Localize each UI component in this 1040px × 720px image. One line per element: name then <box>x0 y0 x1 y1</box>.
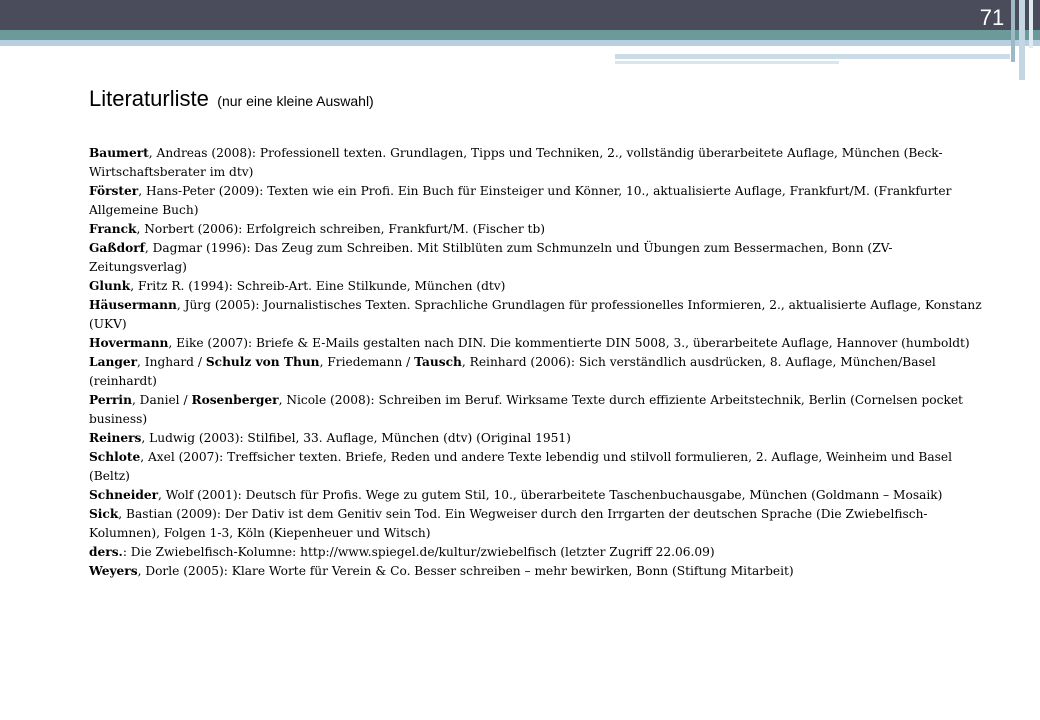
reference-item <box>89 543 984 562</box>
reference-author: Schlote <box>89 450 141 464</box>
reference-author: Hovermann <box>89 336 169 350</box>
reference-item <box>89 429 984 448</box>
reference-text: , Dagmar (1996): Das Zeug zum Schreiben. Mit Stilblüten zum Schmunzeln und Übungen zum Bessermachen, Bonn (ZV-Zeitungsverlag) <box>89 241 893 274</box>
reference-author: Gaßdorf <box>89 241 145 255</box>
reference-author: Weyers <box>89 564 138 578</box>
header-stripe-accent <box>615 54 1010 59</box>
reference-author: Häusermann <box>89 298 177 312</box>
reference-item <box>89 220 984 239</box>
reference-text: , Daniel / <box>131 393 192 407</box>
reference-author: Baumert <box>89 146 149 160</box>
corner-bar <box>1029 0 1033 48</box>
reference-author: Franck <box>89 222 137 236</box>
header-stripe-accent-small <box>615 61 839 64</box>
reference-text: , Andreas (2008): Professionell texten. Grundlagen, Tipps und Techniken, 2., vollständig überarbeitete Auflage, München (Beck-Wirtschaftsberater im dtv) <box>89 146 943 179</box>
reference-text: , Axel (2007): Treffsicher texten. Briefe, Reden und andere Texte lebendig und stilvoll formulieren, 2. Auflage, Weinheim und Basel (Beltz) <box>89 450 953 483</box>
reference-text: , Dorle (2005): Klare Worte für Verein & Co. Besser schreiben – mehr bewirken, Bonn (Stiftung Mitarbeit) <box>137 564 794 578</box>
reference-item <box>89 334 984 353</box>
reference-author: Glunk <box>89 279 131 293</box>
reference-author: Perrin <box>89 393 132 407</box>
header-stripe-teal <box>0 30 1040 40</box>
reference-author: Schneider <box>89 488 159 502</box>
header-bar <box>0 0 1040 30</box>
reference-item <box>89 448 984 486</box>
reference-author: Förster <box>89 184 139 198</box>
reference-text: , Wolf (2001): Deutsch für Profis. Wege zu gutem Stil, 10., überarbeitete Taschenbuchausgabe, München (Goldmann – Mosaik) <box>158 488 943 502</box>
reference-item <box>89 296 984 334</box>
page-number: 71 <box>979 5 1005 30</box>
reference-text: , Ludwig (2003): Stilfibel, 33. Auflage, München (dtv) (Original 1951) <box>141 431 571 445</box>
corner-bar <box>1011 0 1015 62</box>
reference-author: Schulz von Thun <box>205 355 320 369</box>
reference-item <box>89 182 984 220</box>
reference-text: , Hans-Peter (2009): Texten wie ein Profi. Ein Buch für Einsteiger und Könner, 10., aktualisierte Auflage, Frankfurt/M. (Frankfurter Allgemeine Buch) <box>89 184 952 217</box>
reference-item <box>89 486 984 505</box>
page-title <box>89 86 374 112</box>
reference-text: , Bastian (2009): Der Dativ ist dem Genitiv sein Tod. Ein Wegweiser durch den Irrgarten der deutschen Sprache (Die Zwiebelfisch-Kolumnen), Folgen 1-3, Köln (Kiepenheuer und Witsch) <box>89 507 928 540</box>
reference-item <box>89 562 984 581</box>
reference-item <box>89 353 984 391</box>
header-stripe-divider <box>100 51 962 53</box>
reference-text: , Friedemann / <box>319 355 415 369</box>
reference-text: , Eike (2007): Briefe & E-Mails gestalten nach DIN. Die kommentierte DIN 5008, 3., überarbeitete Auflage, Hannover (humboldt) <box>168 336 970 350</box>
reference-author: ders. <box>89 545 123 559</box>
reference-text: , Fritz R. (1994): Schreib-Art. Eine Stilkunde, München (dtv) <box>130 279 506 293</box>
reference-text: , Jürg (2005): Journalistisches Texten. Sprachliche Grundlagen für professionelles Informieren, 2., aktualisierte Auflage, Konstanz (UKV) <box>89 298 982 331</box>
corner-bar <box>1019 0 1025 80</box>
reference-author: Langer <box>89 355 138 369</box>
reference-text: : Die Zwiebelfisch-Kolumne: http://www.spiegel.de/kultur/zwiebelfisch (letzter Zugriff 22.06.09) <box>122 545 715 559</box>
reference-text: , Inghard / <box>137 355 206 369</box>
reference-author: Reiners <box>89 431 142 445</box>
title-main: Literaturliste <box>89 86 209 111</box>
reference-author: Rosenberger <box>191 393 279 407</box>
reference-text: , Nicole (2008): Schreiben im Beruf. Wirksame Texte durch effiziente Arbeitstechnik, Berlin (Cornelsen pocket business) <box>89 393 963 426</box>
reference-text: , Reinhard (2006): Sich verständlich ausdrücken, 8. Auflage, München/Basel (reinhardt) <box>89 355 936 388</box>
reference-item <box>89 239 984 277</box>
reference-item <box>89 391 984 429</box>
reference-item <box>89 277 984 296</box>
reference-item <box>89 505 984 543</box>
reference-text: , Norbert (2006): Erfolgreich schreiben, Frankfurt/M. (Fischer tb) <box>136 222 546 236</box>
reference-author: Sick <box>89 507 119 521</box>
title-subtitle: (nur eine kleine Auswahl) <box>217 93 374 109</box>
reference-author: Tausch <box>414 355 462 369</box>
reference-list <box>89 144 984 581</box>
reference-item <box>89 144 984 182</box>
header-stripe-blue <box>0 40 1040 46</box>
